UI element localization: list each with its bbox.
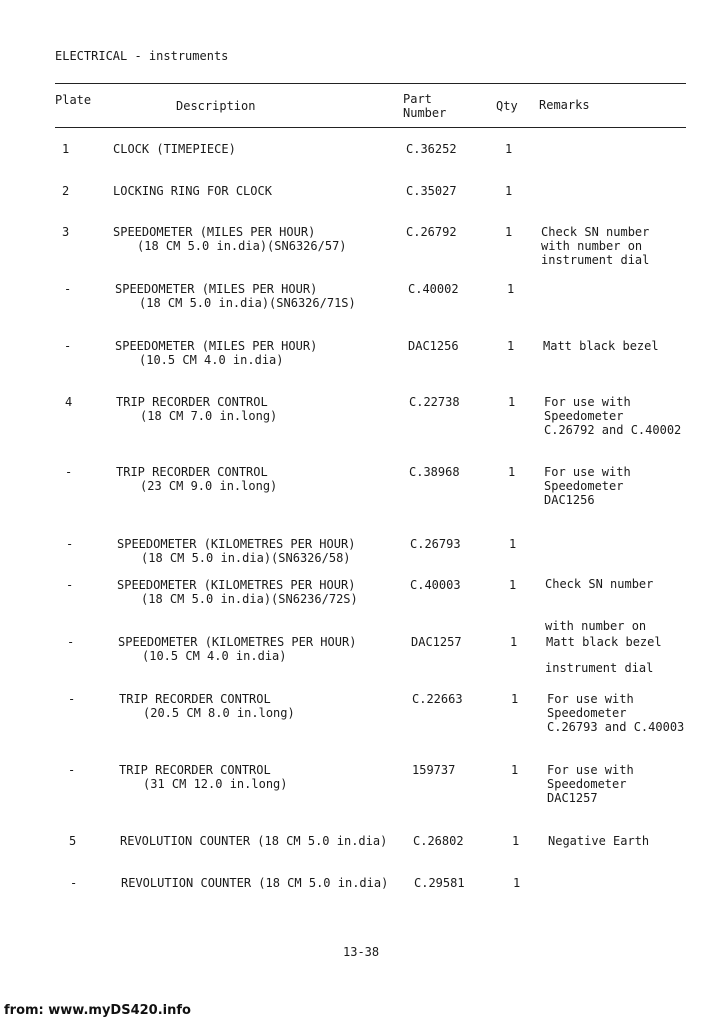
qty-cell: 1 bbox=[507, 282, 515, 296]
header-bottom-rule bbox=[55, 127, 686, 128]
qty-cell: 1 bbox=[512, 834, 520, 848]
remarks-cell bbox=[543, 339, 659, 353]
plate-cell: - bbox=[68, 692, 76, 706]
remarks-line-1: Negative Earth bbox=[548, 834, 650, 848]
remarks-line-2: Speedometer bbox=[547, 777, 627, 791]
description-line-1: TRIP RECORDER CONTROL bbox=[116, 465, 268, 479]
part-number-cell: C.26802 bbox=[413, 834, 464, 848]
remarks-line-2: with number on bbox=[541, 239, 643, 253]
header-part-line-2: Number bbox=[403, 106, 447, 120]
description-line-2: (31 CM 12.0 in.long) bbox=[143, 777, 288, 791]
part-number-cell: DAC1257 bbox=[411, 635, 462, 649]
qty-cell: 1 bbox=[509, 578, 517, 592]
description-line-1: LOCKING RING FOR CLOCK bbox=[113, 184, 272, 198]
qty-cell: 1 bbox=[511, 763, 519, 777]
plate-cell: 4 bbox=[65, 395, 73, 409]
description-line-1: SPEEDOMETER (MILES PER HOUR) bbox=[115, 339, 318, 353]
shared-remark bbox=[545, 549, 653, 689]
description-line-2: (23 CM 9.0 in.long) bbox=[140, 479, 278, 493]
header-part-line-1: Part bbox=[403, 92, 432, 106]
remarks-line-1: For use with bbox=[544, 465, 631, 479]
part-number-cell: DAC1256 bbox=[408, 339, 459, 353]
remarks-line-3: DAC1256 bbox=[544, 493, 595, 507]
shared-remark-line-3: instrument dial bbox=[545, 661, 654, 675]
remarks-line-2: Speedometer bbox=[547, 706, 627, 720]
description-line-1: SPEEDOMETER (KILOMETRES PER HOUR) bbox=[117, 578, 356, 592]
remarks-line-1: For use with bbox=[547, 763, 634, 777]
qty-cell: 1 bbox=[508, 395, 516, 409]
qty-cell: 1 bbox=[511, 692, 519, 706]
qty-cell: 1 bbox=[507, 339, 515, 353]
description-cell bbox=[119, 692, 295, 720]
plate-cell: - bbox=[68, 763, 76, 777]
remarks-cell bbox=[547, 692, 684, 734]
description-cell bbox=[116, 395, 277, 423]
section-title: ELECTRICAL - instruments bbox=[55, 49, 229, 63]
remarks-line-3: instrument dial bbox=[541, 253, 650, 267]
part-number-cell: C.22663 bbox=[412, 692, 463, 706]
description-line-2: (18 CM 5.0 in.dia)(SN6236/72S) bbox=[141, 592, 358, 606]
description-line-1: SPEEDOMETER (KILOMETRES PER HOUR) bbox=[118, 635, 357, 649]
part-number-cell: C.35027 bbox=[406, 184, 457, 198]
remarks-cell bbox=[548, 834, 649, 848]
remarks-line-1: For use with bbox=[544, 395, 631, 409]
header-qty: Qty bbox=[496, 99, 518, 113]
description-cell bbox=[117, 537, 355, 565]
description-line-1: SPEEDOMETER (MILES PER HOUR) bbox=[113, 225, 316, 239]
description-line-1: TRIP RECORDER CONTROL bbox=[119, 692, 271, 706]
header-plate: Plate bbox=[55, 93, 92, 107]
description-cell bbox=[118, 635, 356, 663]
part-number-cell: C.36252 bbox=[406, 142, 457, 156]
remarks-line-1: Matt black bezel bbox=[543, 339, 659, 353]
qty-cell: 1 bbox=[505, 142, 513, 156]
part-number-cell: C.40003 bbox=[410, 578, 461, 592]
remarks-line-2: Speedometer bbox=[544, 409, 624, 423]
description-cell bbox=[121, 876, 388, 890]
description-cell bbox=[119, 763, 288, 791]
plate-cell: 1 bbox=[62, 142, 70, 156]
description-cell bbox=[117, 578, 358, 606]
remarks-line-3: C.26792 and C.40002 bbox=[544, 423, 682, 437]
description-cell bbox=[115, 282, 356, 310]
header-remarks: Remarks bbox=[539, 98, 590, 112]
remarks-line-3: C.26793 and C.40003 bbox=[547, 720, 685, 734]
description-cell bbox=[115, 339, 317, 367]
plate-cell: - bbox=[67, 635, 75, 649]
part-number-cell: C.29581 bbox=[414, 876, 465, 890]
part-number-cell: 159737 bbox=[412, 763, 456, 777]
plate-cell: 5 bbox=[69, 834, 77, 848]
plate-cell: - bbox=[66, 578, 74, 592]
description-line-2: (18 CM 5.0 in.dia)(SN6326/57) bbox=[137, 239, 347, 253]
qty-cell: 1 bbox=[505, 225, 513, 239]
description-line-2: (10.5 CM 4.0 in.dia) bbox=[139, 353, 284, 367]
description-line-1: SPEEDOMETER (MILES PER HOUR) bbox=[115, 282, 318, 296]
description-line-2: (10.5 CM 4.0 in.dia) bbox=[142, 649, 287, 663]
qty-cell: 1 bbox=[508, 465, 516, 479]
plate-cell: 2 bbox=[62, 184, 70, 198]
qty-cell: 1 bbox=[513, 876, 521, 890]
description-line-1: CLOCK (TIMEPIECE) bbox=[113, 142, 236, 156]
qty-cell: 1 bbox=[505, 184, 513, 198]
header-top-rule bbox=[55, 83, 686, 84]
remarks-line-1: Matt black bezel bbox=[546, 635, 662, 649]
plate-cell: - bbox=[66, 537, 74, 551]
part-number-cell: C.38968 bbox=[409, 465, 460, 479]
part-number-cell: C.26792 bbox=[406, 225, 457, 239]
remarks-line-2: Speedometer bbox=[544, 479, 624, 493]
description-line-1: SPEEDOMETER (KILOMETRES PER HOUR) bbox=[117, 537, 356, 551]
part-number-cell: C.22738 bbox=[409, 395, 460, 409]
plate-cell: - bbox=[65, 465, 73, 479]
description-line-1: TRIP RECORDER CONTROL bbox=[116, 395, 268, 409]
part-number-cell: C.40002 bbox=[408, 282, 459, 296]
description-cell bbox=[113, 142, 236, 156]
qty-cell: 1 bbox=[509, 537, 517, 551]
part-number-cell: C.26793 bbox=[410, 537, 461, 551]
remarks-line-3: DAC1257 bbox=[547, 791, 598, 805]
remarks-cell bbox=[541, 225, 649, 267]
description-cell bbox=[116, 465, 277, 493]
remarks-line-1: Check SN number bbox=[541, 225, 650, 239]
shared-remark-line-1: Check SN number bbox=[545, 577, 654, 591]
description-line-1: REVOLUTION COUNTER (18 CM 5.0 in.dia) bbox=[121, 876, 389, 890]
description-line-2: (18 CM 7.0 in.long) bbox=[140, 409, 278, 423]
description-line-1: REVOLUTION COUNTER (18 CM 5.0 in.dia) bbox=[120, 834, 388, 848]
remarks-line-1: For use with bbox=[547, 692, 634, 706]
description-line-2: (18 CM 5.0 in.dia)(SN6326/58) bbox=[141, 551, 351, 565]
source-footer: from: www.myDS420.info bbox=[4, 1003, 191, 1018]
description-cell bbox=[113, 225, 347, 253]
remarks-cell bbox=[544, 395, 681, 437]
remarks-cell bbox=[547, 763, 634, 805]
description-cell bbox=[113, 184, 272, 198]
description-cell bbox=[120, 834, 387, 848]
header-description: Description bbox=[176, 99, 256, 113]
description-line-2: (20.5 CM 8.0 in.long) bbox=[143, 706, 295, 720]
plate-cell: 3 bbox=[62, 225, 70, 239]
plate-cell: - bbox=[70, 876, 78, 890]
remarks-cell bbox=[544, 465, 631, 507]
plate-cell: - bbox=[64, 339, 72, 353]
description-line-1: TRIP RECORDER CONTROL bbox=[119, 763, 271, 777]
plate-cell: - bbox=[64, 282, 72, 296]
page-number: 13-38 bbox=[343, 945, 380, 959]
qty-cell: 1 bbox=[510, 635, 518, 649]
shared-remark-line-2: with number on bbox=[545, 619, 647, 633]
description-line-2: (18 CM 5.0 in.dia)(SN6326/71S) bbox=[139, 296, 356, 310]
